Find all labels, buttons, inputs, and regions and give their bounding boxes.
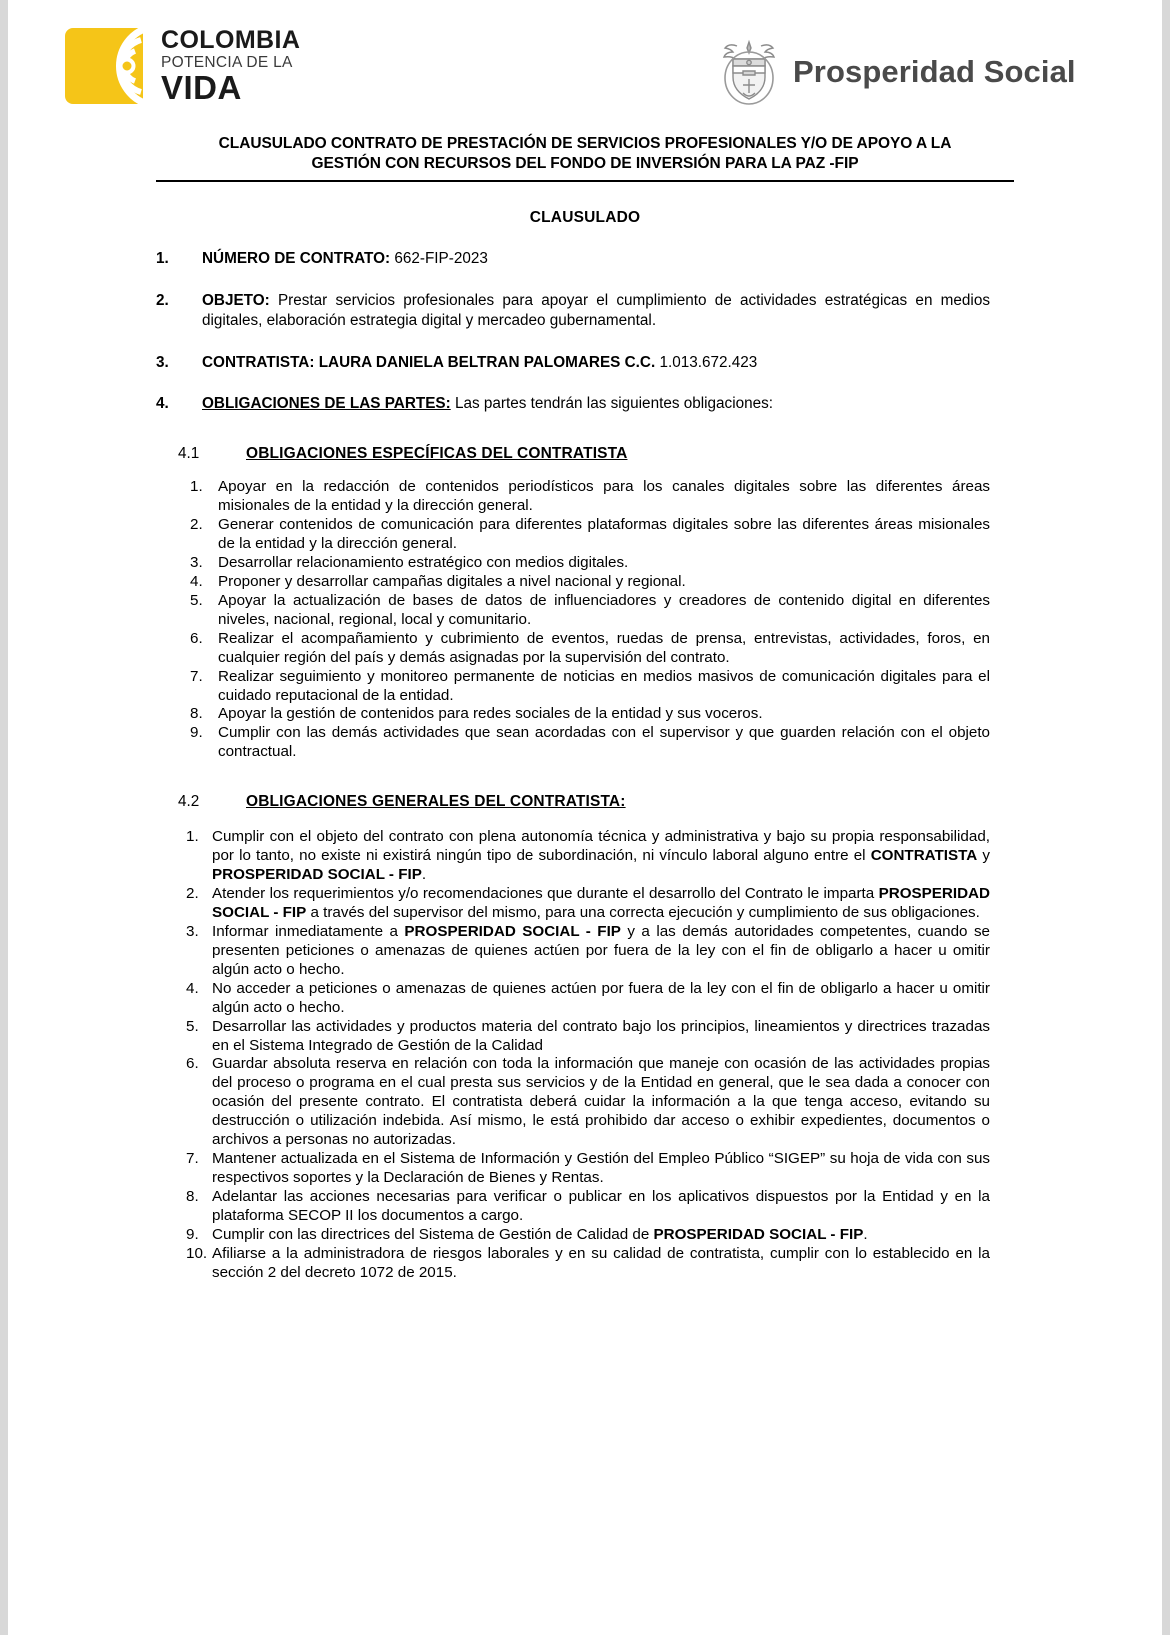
clause-2-label: OBJETO: [202, 291, 270, 309]
section-heading: CLAUSULADO [529, 208, 641, 226]
clause-4-value: Las partes tendrán las siguientes obligaciones: [450, 395, 774, 413]
list-item [212, 1188, 990, 1226]
colombia-logo-line1: COLOMBIA [161, 25, 301, 54]
colombia-wave-icon [63, 26, 149, 106]
list-item: Desarrollar relacionamiento estratégico con medios digitales. [218, 554, 629, 572]
body-text: Mantener actualizada en el Sistema de Información y Gestión del Empleo Público “SIGEP” su hoja de vida con sus respectivos soportes y la Declaración de Bienes y Rentas. [212, 1150, 990, 1186]
clause-1-number: 1. [156, 249, 169, 267]
clause-1-label: NÚMERO DE CONTRATO: [202, 249, 391, 267]
specific-obligations-list [156, 478, 990, 762]
clause-4 [156, 394, 990, 414]
list-item: Realizar el acompañamiento y cubrimiento de eventos, ruedas de prensa, entrevistas, actividades, foros, en cualquier región del país y demás asignadas por la supervisión del contrato. [218, 629, 990, 666]
clause-3 [156, 353, 990, 373]
body-text: Afiliarse a la administradora de riesgos laborales y en su calidad de contratista, cumplir con lo establecido en la sección 2 del decreto 1072 de 2015. [212, 1244, 990, 1281]
body-text: . [421, 866, 427, 884]
clause-4-label: OBLIGACIONES DE LAS PARTES: [202, 395, 451, 413]
body-text: No acceder a peticiones o amenazas de quienes actúen por fuera de la ley con el fin de obligarlo a hacer u omitir algún acto o hecho. [212, 979, 990, 1016]
clause-3-number: 3. [156, 353, 169, 371]
clause-2 [156, 291, 990, 331]
body-text: Adelantar las acciones necesarias para verificar o publicar en los aplicativos dispuestos por la Entidad y en la plataforma SECOP II los documentos a cargo. [212, 1187, 990, 1224]
clause-3-value: 1.013.672.423 [655, 353, 758, 371]
body-text: Informar inmediatamente a [212, 923, 405, 940]
colombia-coat-of-arms-icon [721, 38, 777, 106]
colombia-logo [63, 26, 300, 106]
list-item [212, 1245, 990, 1283]
body-text: y a las demás autoridades competentes, cuando se presenten peticiones o amenazas de quienes actúen por fuera de la ley con el fin de obligarlo a hacer u omitir algún acto o hecho. [212, 923, 990, 978]
emphasis-text: PROSPERIDAD SOCIAL - FIP [212, 885, 990, 922]
title-divider [156, 180, 1014, 182]
general-obligations-list [156, 828, 990, 1282]
body-text: Atender los requerimientos y/o recomendaciones que durante el desarrollo del Contrato le imparta [212, 885, 879, 903]
clause-4-number: 4. [156, 395, 169, 413]
clause-3-text [202, 353, 990, 373]
body-text: a través del supervisor del mismo, para una correcta ejecución y cumplimiento de sus obligaciones. [306, 904, 980, 922]
emphasis-text: PROSPERIDAD SOCIAL - FIP [404, 923, 621, 940]
subsection-4-1-title: OBLIGACIONES ESPECÍFICAS DEL CONTRATISTA [246, 445, 628, 463]
list-item [212, 923, 990, 980]
document-title-line1: CLAUSULADO CONTRATO DE PRESTACIÓN DE SERVICIOS PROFESIONALES Y/O DE APOYO A LA [218, 135, 952, 152]
body-text: Guardar absoluta reserva en relación con toda la información que maneje con ocasión de las actividades propias del proceso o programa en el cual presta sus servicios y de la Entidad en general, que le sea dada a conocer con ocasión del presente contrato. El contratista deberá cuidar la información a la que tenga acceso, evitando su destrucción o utilización indebida. Así mismo, le está prohibido dar acceso o exhibir expedientes, documentos o archivos a personas no autorizadas. [212, 1055, 990, 1149]
prosperidad-social-logo [721, 38, 1076, 106]
list-item [212, 828, 990, 885]
document-title [160, 134, 1010, 175]
list-item [212, 980, 990, 1018]
list-item: Apoyar la gestión de contenidos para redes sociales de la entidad y sus voceros. [218, 705, 763, 723]
list-item: Generar contenidos de comunicación para diferentes plataformas digitales sobre las diferentes áreas misionales de la entidad y la dirección general. [218, 516, 990, 553]
clause-2-number: 2. [156, 291, 169, 309]
document-title-line2: GESTIÓN CON RECURSOS DEL FONDO DE INVERSIÓN PARA LA PAZ -FIP [311, 155, 859, 173]
emphasis-text: PROSPERIDAD SOCIAL - FIP [653, 1225, 864, 1243]
list-item [212, 1226, 990, 1245]
document-body [156, 249, 990, 1283]
clause-1-value: 662-FIP-2023 [390, 249, 488, 267]
emphasis-text: CONTRATISTA [870, 847, 978, 865]
list-item: Cumplir con las demás actividades que sean acordadas con el supervisor y que guarden relación con el objeto contractual. [218, 724, 990, 761]
list-item: Apoyar en la redacción de contenidos periodísticos para los canales digitales sobre las diferentes áreas misionales de la entidad y la dirección general. [218, 478, 990, 515]
clause-1 [156, 249, 990, 269]
body-text: y [977, 847, 990, 865]
body-text: . [863, 1225, 868, 1243]
list-item: Realizar seguimiento y monitoreo permanente de noticias en medios masivos de comunicación digitales para el cuidado reputacional de la entidad. [218, 667, 990, 704]
subsection-4-2-number: 4.2 [178, 793, 200, 811]
subsection-4-1 [178, 444, 990, 464]
body-text: Cumplir con el objeto del contrato con plena autonomía técnica y administrativa y bajo su propia responsabilidad, por lo tanto, no existe ni existirá ningún tipo de subordinación, ni vínculo laboral alguno entre el [212, 828, 990, 865]
body-text: Cumplir con las directrices del Sistema de Gestión de Calidad de [212, 1225, 654, 1243]
subsection-4-2 [178, 792, 990, 812]
clause-2-value: Prestar servicios profesionales para apoyar el cumplimiento de actividades estratégicas en medios digitales, elaboración estrategia digital y mercadeo gubernamental. [202, 291, 990, 329]
page-sheet [8, 0, 1162, 1635]
list-item [212, 885, 990, 923]
clause-4-text [202, 394, 990, 414]
subsection-4-1-number: 4.1 [178, 445, 200, 463]
subsection-4-2-title: OBLIGACIONES GENERALES DEL CONTRATISTA: [246, 793, 626, 811]
list-item: Apoyar la actualización de bases de datos de influenciadores y creadores de contenido digital en diferentes niveles, nacional, regional, local y comunitario. [218, 591, 990, 628]
clause-2-text [202, 291, 990, 331]
emphasis-text: PROSPERIDAD SOCIAL - FIP [212, 866, 422, 884]
document-header [8, 0, 1162, 128]
colombia-logo-line3: VIDA [161, 69, 242, 107]
list-item [212, 1150, 990, 1188]
list-item [212, 1055, 990, 1150]
body-text: Desarrollar las actividades y productos materia del contrato bajo los principios, lineamientos y directrices trazadas en el Sistema Integrado de Gestión de la Calidad [212, 1017, 990, 1054]
colombia-logo-line2: POTENCIA DE LA [161, 53, 293, 71]
clause-3-label: CONTRATISTA: LAURA DANIELA BELTRAN PALOMARES C.C. [202, 353, 656, 371]
prosperidad-social-label: Prosperidad Social [793, 54, 1076, 89]
clause-1-text [202, 249, 990, 269]
list-item [212, 1018, 990, 1056]
list-item: Proponer y desarrollar campañas digitales a nivel nacional y regional. [218, 573, 686, 591]
